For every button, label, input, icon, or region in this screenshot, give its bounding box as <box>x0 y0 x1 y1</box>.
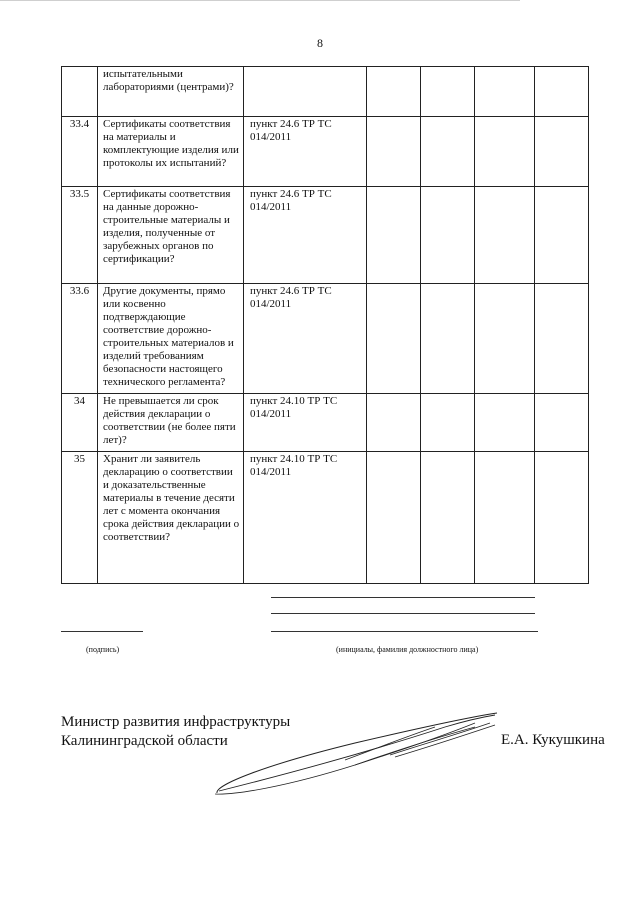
page-number: 8 <box>317 36 323 50</box>
question-text: Хранит ли заявитель декларацию о соответствии и доказательственные материалы в течение десяти лет с момента окончания срока действия декларации о соответствии? <box>98 452 244 584</box>
table-row <box>62 394 589 452</box>
answer-cell <box>421 67 475 117</box>
table-row <box>62 452 589 584</box>
answer-cell <box>367 67 421 117</box>
norm-reference: пункт 24.6 ТР ТС 014/2011 <box>244 284 367 394</box>
minister-title-line: Министр развития инфраструктуры <box>61 714 291 730</box>
norm-reference: пункт 24.6 ТР ТС 014/2011 <box>244 187 367 284</box>
answer-cell <box>475 452 535 584</box>
row-number: 33.5 <box>62 187 98 284</box>
answer-cell <box>367 452 421 584</box>
question-text: Другие документы, прямо или косвенно подтверждающие соответствие дорожно-строительных материалов и изделий требованиям безопасности настоящего технического регламента? <box>98 284 244 394</box>
official-caption: (инициалы, фамилия должностного лица) <box>336 645 479 654</box>
row-number <box>62 67 98 117</box>
question-text: Сертификаты соответствия на данные дорожно-строительные материалы и изделия, полученные от зарубежных органов по сертификации? <box>98 187 244 284</box>
answer-cell <box>535 284 589 394</box>
answer-cell <box>421 187 475 284</box>
answer-cell <box>475 67 535 117</box>
answer-cell <box>421 394 475 452</box>
question-text: испытательными лабораториями (центрами)? <box>98 67 244 117</box>
checklist-table <box>61 66 589 584</box>
official-name-line <box>271 597 535 598</box>
norm-reference: пункт 24.6 ТР ТС 014/2011 <box>244 117 367 187</box>
answer-cell <box>475 284 535 394</box>
norm-reference: пункт 24.10 ТР ТС 014/2011 <box>244 394 367 452</box>
handwritten-signature <box>205 705 505 800</box>
table-row <box>62 187 589 284</box>
minister-title-line: Калининградской области <box>61 733 228 749</box>
answer-cell <box>475 117 535 187</box>
question-text: Сертификаты соответствия на материалы и комплектующие изделия или протоколы их испытаний? <box>98 117 244 187</box>
answer-cell <box>475 187 535 284</box>
scan-edge-line <box>0 0 520 1</box>
table-row <box>62 67 589 117</box>
answer-cell <box>367 284 421 394</box>
question-text: Не превышается ли срок действия декларации о соответствии (не более пяти лет)? <box>98 394 244 452</box>
answer-cell <box>535 187 589 284</box>
official-name-line <box>271 613 535 614</box>
row-number: 35 <box>62 452 98 584</box>
answer-cell <box>475 394 535 452</box>
row-number: 34 <box>62 394 98 452</box>
official-name-line <box>271 631 538 632</box>
norm-reference: пункт 24.10 ТР ТС 014/2011 <box>244 452 367 584</box>
answer-cell <box>367 117 421 187</box>
answer-cell <box>367 187 421 284</box>
row-number: 33.4 <box>62 117 98 187</box>
answer-cell <box>535 394 589 452</box>
table-row <box>62 284 589 394</box>
table-row <box>62 117 589 187</box>
signature-caption: (подпись) <box>86 645 120 654</box>
norm-reference <box>244 67 367 117</box>
signature-line <box>61 631 143 632</box>
answer-cell <box>535 452 589 584</box>
row-number: 33.6 <box>62 284 98 394</box>
minister-name: Е.А. Кукушкина <box>501 732 605 748</box>
answer-cell <box>421 117 475 187</box>
answer-cell <box>421 452 475 584</box>
answer-cell <box>421 284 475 394</box>
answer-cell <box>535 117 589 187</box>
answer-cell <box>367 394 421 452</box>
answer-cell <box>535 67 589 117</box>
